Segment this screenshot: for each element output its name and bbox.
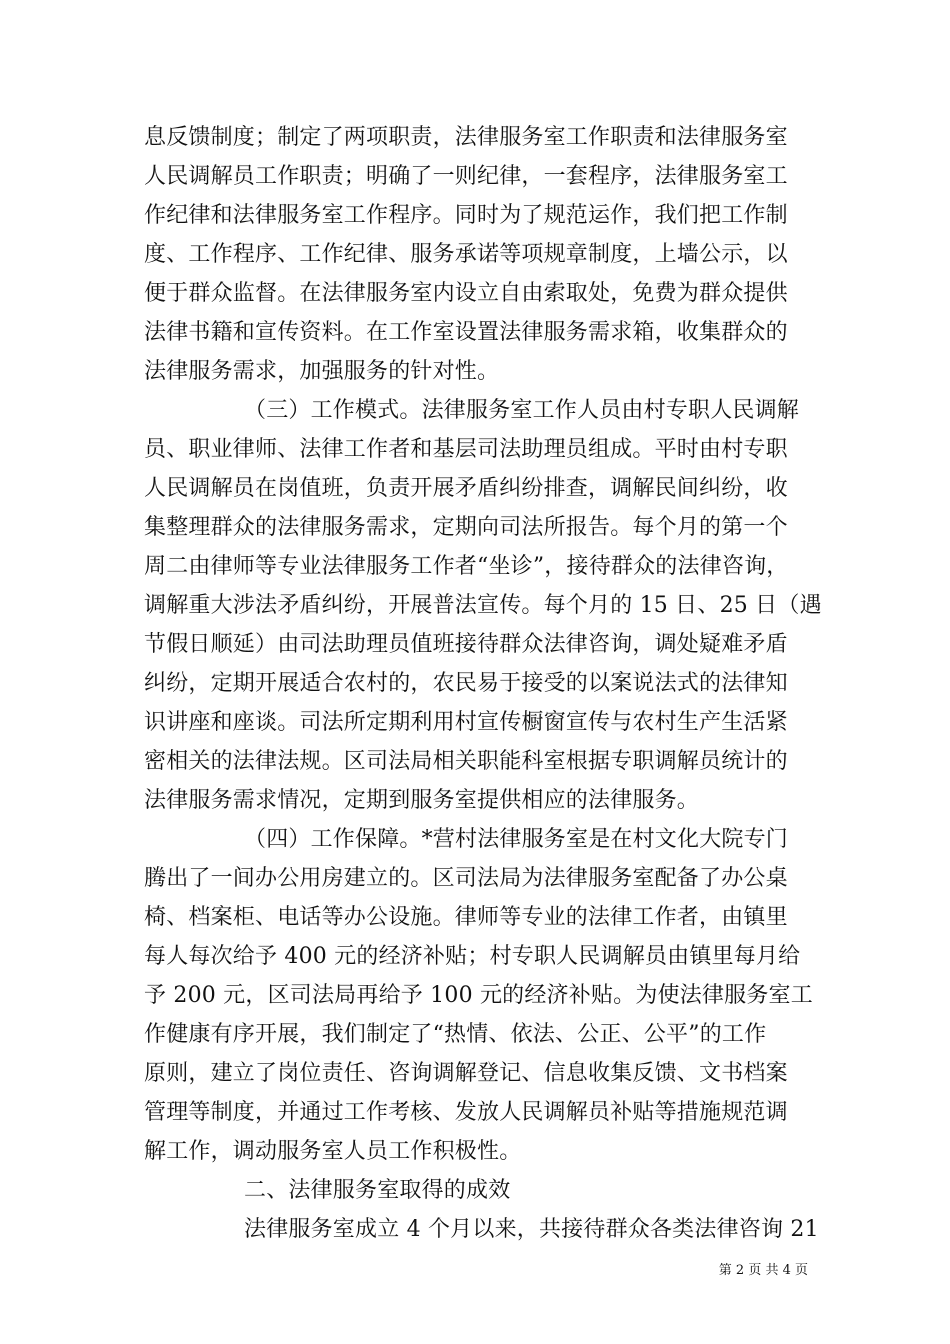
text-line: 椅、档案柜、电话等办公设施。律师等专业的法律工作者，由镇里 — [144, 905, 788, 930]
text-line: 纠纷，定期开展适合农村的，农民易于接受的以案说法式的法律知 — [144, 671, 788, 696]
text-line: 作健康有序开展，我们制定了“热情、依法、公正、公平”的工作 — [144, 1022, 767, 1047]
text-line: 人民调解员工作职责；明确了一则纪律，一套程序，法律服务室工 — [144, 164, 788, 189]
text-line: 员、职业律师、法律工作者和基层司法助理员组成。平时由村专职 — [144, 437, 788, 462]
text-line: 法律服务需求，加强服务的针对性。 — [144, 359, 500, 384]
text-line: 密相关的法律法规。区司法局相关职能科室根据专职调解员统计的 — [144, 749, 788, 774]
text-line: 便于群众监督。在法律服务室内设立自由索取处，免费为群众提供 — [144, 281, 788, 306]
text-line: 作纪律和法律服务室工作程序。同时为了规范运作，我们把工作制 — [144, 203, 788, 228]
text-line: 度、工作程序、工作纪律、服务承诺等项规章制度，上墙公示，以 — [144, 242, 788, 267]
section-heading-results: 二、法律服务室取得的成效 — [244, 1178, 511, 1203]
text-line: 法律书籍和宣传资料。在工作室设置法律服务需求箱，收集群众的 — [144, 320, 788, 345]
section-heading-four: （四）工作保障。*营村法律服务室是在村文化大院专门 — [244, 827, 789, 852]
page-footer: 第 2 页 共 4 页 — [718, 1263, 808, 1278]
text-line: 人民调解员在岗值班，负责开展矛盾纠纷排查，调解民间纠纷，收 — [144, 476, 788, 501]
section-heading-three: （三）工作模式。法律服务室工作人员由村专职人民调解 — [244, 398, 800, 423]
text-line: 息反馈制度；制定了两项职责，法律服务室工作职责和法律服务室 — [144, 125, 788, 150]
text-line: 调解重大涉法矛盾纠纷，开展普法宣传。每个月的 15 日、25 日（遇 — [144, 593, 822, 618]
text-line: 管理等制度，并通过工作考核、发放人民调解员补贴等措施规范调 — [144, 1100, 788, 1125]
text-line: 法律服务需求情况，定期到服务室提供相应的法律服务。 — [144, 788, 700, 813]
text-line: 腾出了一间办公用房建立的。区司法局为法律服务室配备了办公桌 — [144, 866, 788, 891]
text-line: 周二由律师等专业法律服务工作者“坐诊”，接待群众的法律咨询， — [144, 554, 789, 579]
text-line: 原则，建立了岗位责任、咨询调解登记、信息收集反馈、文书档案 — [144, 1061, 788, 1086]
text-line: 解工作，调动服务室人员工作积极性。 — [144, 1139, 522, 1164]
text-line: 每人每次给予 400 元的经济补贴；村专职人民调解员由镇里每月给 — [144, 944, 801, 969]
text-line: 集整理群众的法律服务需求，定期向司法所报告。每个月的第一个 — [144, 515, 788, 540]
text-line: 予 200 元，区司法局再给予 100 元的经济补贴。为使法律服务室工 — [144, 983, 813, 1008]
text-line: 法律服务室成立 4 个月以来，共接待群众各类法律咨询 21 — [244, 1217, 819, 1242]
text-line: 节假日顺延）由司法助理员值班接待群众法律咨询，调处疑难矛盾 — [144, 632, 788, 657]
text-line: 识讲座和座谈。司法所定期利用村宣传橱窗宣传与农村生产生活紧 — [144, 710, 788, 735]
document-body — [144, 118, 822, 1249]
